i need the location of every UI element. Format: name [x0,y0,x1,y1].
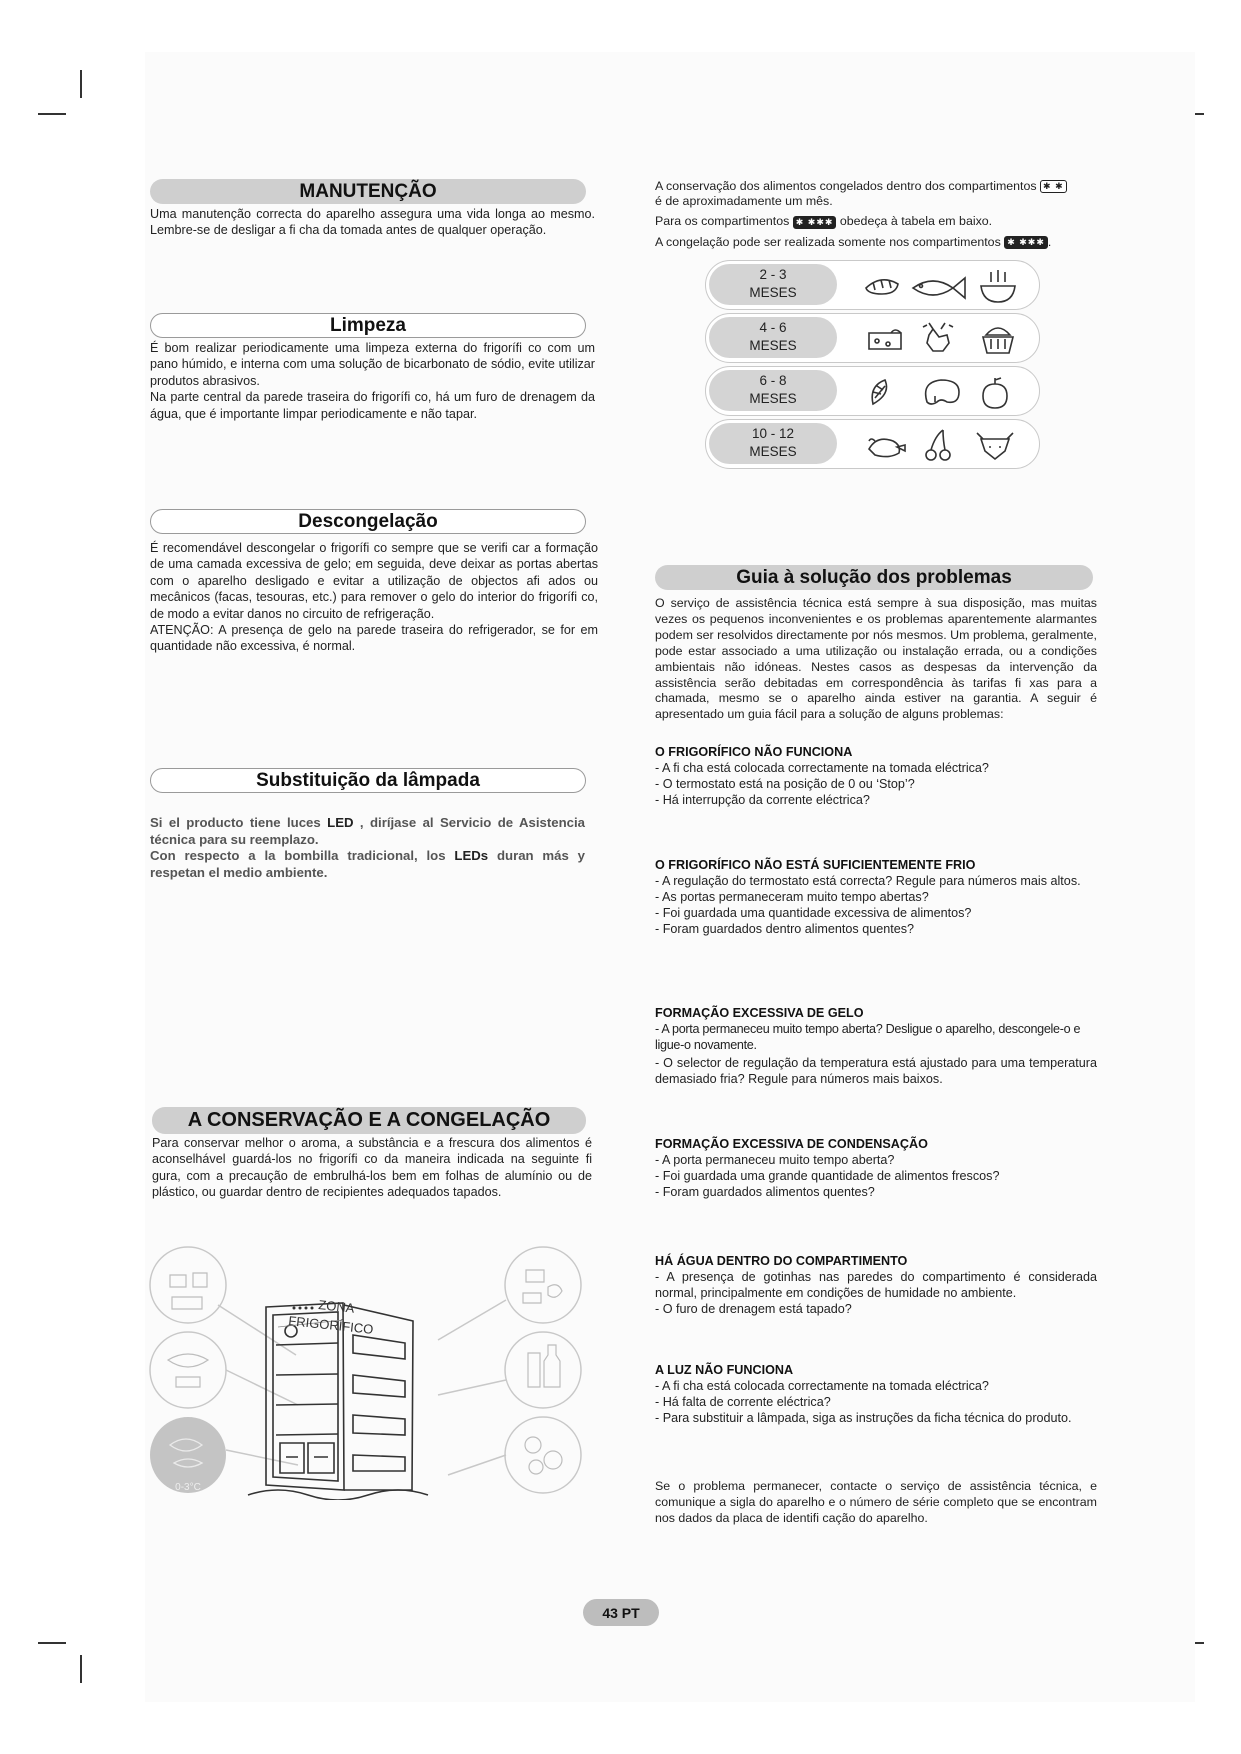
problem-line: - A presença de gotinhas nas paredes do compartimento é considerada normal, principalmente em condições de humidade no ambiente. [655,1270,1097,1300]
problem-title: FORMAÇÃO EXCESSIVA DE GELO [655,1006,864,1020]
lamp-heading: Substituição da lâmpada [150,768,586,793]
freezing-line-2: Para os compartimentos ✱ ✱✱✱ obedeça à tabela em baixo. [655,214,993,229]
lamp-text [150,815,585,881]
problem-light [655,1362,1097,1426]
page-number: 43 PT [583,1599,659,1626]
dessert-food-circle [150,1247,226,1323]
crop-mark [38,1642,66,1644]
months-row [705,260,1040,310]
problem-line: - Foi guardada uma grande quantidade de alimentos frescos? [655,1169,1000,1183]
defrost-text [150,540,598,655]
problem-title: A LUZ NÃO FUNCIONA [655,1363,794,1377]
vegetable-ham-apple-icons [861,374,1031,410]
four-star-icon: ✱ ✱✱✱ [1004,236,1048,249]
problem-line: - Há interrupção da corrente eléctrica? [655,793,870,807]
cleaning-heading: Limpeza [150,313,586,338]
meat-food-circle [150,1332,226,1408]
cheese-deer-cake-icons [861,321,1031,357]
months-label: 4 - 6 MESES [709,317,837,358]
problem-line: - A porta permaneceu muito tempo aberta? Desligue o aparelho, descongele-o e ligue-o novamente. [655,1022,1081,1052]
maintenance-text: Uma manutenção correcta do aparelho assegura uma vida longa ao mesmo. Lembre-se de desligar a fi cha da tomada antes de qualquer operação. [150,207,595,238]
problem-line: - Foram guardados dentro alimentos quentes? [655,922,915,936]
cleaning-text [150,340,595,422]
defrost-heading: Descongelação [150,509,586,534]
problem-line: - Para substituir a lâmpada, siga as instruções da ficha técnica do produto. [655,1411,1072,1425]
drinks-food-circle [505,1332,581,1408]
dairy-food-circle [505,1247,581,1323]
months-label: 2 - 3 MESES [709,264,837,305]
troubleshoot-intro: O serviço de assistência técnica está sempre à sua disposição, mas muitas vezes os pequenos inconvenientes e os problemas aparentemente alarmantes podem ser resolvidos directamente por nós mesmos. Um problema, geralmente, pode estar associado a uma utilização ou instalação errada, ou a condições ambientais não idóneas. Nestes casos as despesas da intervenção da assistência serão debitadas em correspondência às tarifas fi xas para a chamada, mesmo se o aparelho ainda estiver na garantia. A seguir é apresentado um guia fácil para a solução de alguns problemas: [655,596,1097,722]
problem-title: HÁ ÁGUA DENTRO DO COMPARTIMENTO [655,1254,908,1268]
problem-line: - A porta permaneceu muito tempo aberta? [655,1153,895,1167]
cleaning-paragraph-2: Na parte central da parede traseira do frigorífi co, há um furo de drenagem da água, que é importante limpar periodicamente e não tapar. [150,390,595,421]
freezing-line-1b: é de aproximadamente um mês. [655,194,833,209]
lamp-bulb-line: Con respecto a la bombilla tradicional, los LEDs duran más y respetan el medio ambiente. [150,848,585,880]
problem-line: - O termostato está na posição de 0 ou ‘Stop’? [655,777,915,791]
problem-line: - Há falta de corrente eléctrica? [655,1395,831,1409]
crop-mark [38,113,66,115]
problem-excess-ice [655,1005,1097,1087]
problem-line: - Foi guardada uma quantidade excessiva de alimentos? [655,906,972,920]
months-label: 10 - 12 MESES [709,423,837,464]
two-star-icon: ✱ ✱ [1040,180,1067,193]
problem-title: FORMAÇÃO EXCESSIVA DE CONDENSAÇÃO [655,1137,928,1151]
fridge-illustration [148,1245,588,1500]
problem-title: O FRIGORÍFICO NÃO FUNCIONA [655,745,853,759]
defrost-paragraph-2: ATENÇÃO: A presença de gelo na parede traseira do refrigerador, se for em quantidade não excessiva, é normal. [150,623,598,654]
problem-line: - A fi cha está colocada correctamente na tomada eléctrica? [655,1379,989,1393]
vegetables-food-circle [505,1417,581,1493]
cold-zone-label: 0-3°C [175,1482,201,1493]
problem-line: - Foram guardados alimentos quentes? [655,1185,875,1199]
freezing-line-1: A conservação dos alimentos congelados dentro dos compartimentos ✱ ✱ [655,179,1100,194]
bread-fish-soup-icons [861,268,1031,304]
months-row [705,313,1040,363]
months-label: 6 - 8 MESES [709,370,837,411]
zone-label-1: ZONA [317,1297,356,1316]
troubleshoot-closing: Se o problema permanecer, contacte o serviço de assistência técnica, e comunique a sigla do aparelho e o número de série completo que se encontram nos dados da placa de identifi cação do aparelho. [655,1479,1097,1526]
problem-line: - O selector de regulação da temperatura está ajustado para uma temperatura demasiado fria? Regule para números mais baixos. [655,1056,1097,1086]
maintenance-heading: MANUTENÇÃO [150,179,586,204]
crop-mark [80,70,82,98]
problem-condensation [655,1136,1097,1200]
months-row [705,366,1040,416]
problem-line: - A fi cha está colocada correctamente na tomada eléctrica? [655,761,989,775]
conservation-heading: A CONSERVAÇÃO E A CONGELAÇÃO [152,1107,586,1134]
problem-line: - O furo de drenagem está tapado? [655,1302,852,1316]
poultry-cherry-beef-icons [861,427,1031,463]
problem-line: - As portas permaneceram muito tempo abertas? [655,890,929,904]
problem-water [655,1253,1097,1317]
four-star-icon: ✱ ✱✱✱ [793,216,837,229]
defrost-paragraph-1: É recomendável descongelar o frigorífi co sempre que se verifi car a formação de uma camada excessiva de gelo; em seguida, deve deixar as portas abertas com o aparelho desligado e evitar a utilização de objectos afi ados ou mecânicos (facas, tesouras, etc.) para remover o gelo do interior do frigorífi co, de modo a evitar danos no circuito de refrigeração. [150,541,598,621]
conservation-text: Para conservar melhor o aroma, a substância e a frescura dos alimentos é aconselhável guardá-los no frigorífi co da maneira indicada na seguinte fi gura, com a precaução de embrulhá-los bem em folhas de alumínio ou de plástico, ou guardar dentro de recipientes adequados tapados. [152,1136,592,1200]
cleaning-paragraph-1: É bom realizar periodicamente uma limpeza externa do frigorífi co com um pano húmido, e interna com uma solução de bicarbonato de sódio, evite utilizar produtos abrasivos. [150,341,595,388]
problem-not-cold [655,857,1097,937]
months-row [705,419,1040,469]
crop-mark [80,1655,82,1683]
troubleshoot-heading: Guia à solução dos problemas [655,565,1093,590]
problem-title: O FRIGORÍFICO NÃO ESTÁ SUFICIENTEMENTE FRIO [655,858,976,872]
freezing-line-3: A congelação pode ser realizada somente nos compartimentos ✱ ✱✱✱ . [655,234,1052,249]
problem-line: - A regulação do termostato está correcta? Regule para números mais altos. [655,874,1081,888]
lamp-led-line: Si el producto tiene luces LED , diríjase al Servicio de Asistencia técnica para su reemplazo. [150,815,585,847]
zone-label-2: FRIGORÍFICO [287,1313,375,1337]
problem-not-working [655,744,1097,808]
freezing-info [655,179,1100,250]
